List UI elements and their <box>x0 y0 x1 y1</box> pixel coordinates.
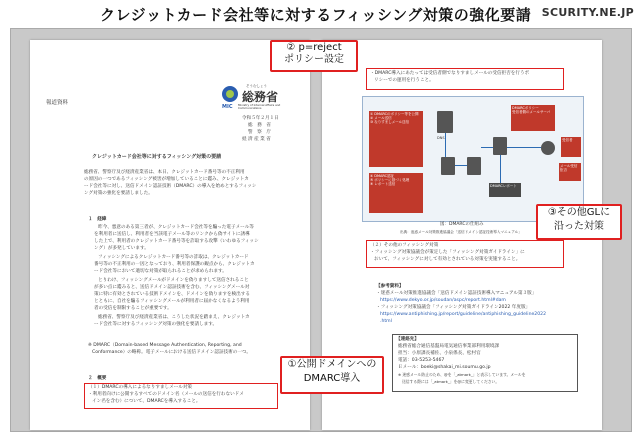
report-panel <box>489 183 521 197</box>
dns-label: DNS <box>437 136 445 140</box>
section1-line: 昨今、悪意のある第三者が、クレジットカード会社等を騙った電子メール等 <box>98 225 254 230</box>
section2-box-line: イン名を含む）について、DMARCを導入すること。 <box>92 399 201 404</box>
other-gl-callout <box>536 204 622 240</box>
recipient-icon <box>541 141 555 155</box>
logo-brand: MIC <box>222 104 233 110</box>
intro-line: ング対策の強化を要請しました。 <box>84 191 153 196</box>
reference-link[interactable]: https://www.antiphishing.jp/report/guideline/antiphishing_guideline2022 <box>380 312 546 317</box>
receiver-server-icon <box>493 137 507 155</box>
diagram-arrow <box>500 155 501 183</box>
other-measures-line: ・フィッシング対策協議会が策定した「フィッシング対策ガイドライン」に <box>370 250 525 255</box>
section2-box-line: （１）DMARCの導入によるなりすましメール対策 <box>88 385 193 390</box>
dmarc-callout <box>280 356 384 394</box>
contact-line: 送信する際には「_atmark_」を@に変更してください。 <box>402 379 500 384</box>
date-line: 令和５年２月１日 <box>242 116 279 121</box>
diagram-right-label: DMARCポリシー <box>512 106 539 110</box>
diagram-arrow <box>507 147 541 148</box>
reference-link[interactable]: https://www.dekyo.or.jp/soudan/aspc/report.html#dam <box>380 298 506 303</box>
section1-line: ード会社等に対するフィッシング対策の強化を要請します。 <box>94 322 218 327</box>
diagram-step-label: ④ DMARC認証 <box>370 174 395 178</box>
ministry-line: 経 済 産 業 省 <box>242 137 271 142</box>
reject-policy-line: リシーでの運用を行うこと。 <box>374 78 434 83</box>
diagram-arrow <box>455 165 467 166</box>
diagram-step-label: ① DMARCのポリシー等を公開 <box>370 112 419 116</box>
p-reject-callout <box>270 40 358 72</box>
section1-line: を利用者に送信し、利用者を当該電子メール等のリンクから偽サイトに誘導 <box>94 232 250 237</box>
contact-line: 担当：小原課長補佐、小泉係長、松村官 <box>398 351 481 356</box>
reference-line: ・フィッシング対策協議会「フィッシング対策ガイドライン2022 年度版」 <box>376 305 531 310</box>
section1-line: 総務省、警察庁及び経済産業省は、こうした状況を踏まえ、クレジットカ <box>98 315 250 320</box>
section1-line: とともに、自社を騙るフィッシングメールが利用者に届かなくなるよう利用 <box>94 299 250 304</box>
reject-panel <box>559 163 581 181</box>
callout-line: DMARC導入 <box>303 373 361 384</box>
callout-line: 沿った対策 <box>554 221 604 232</box>
diagram-arrow <box>445 133 446 157</box>
other-measures-line: （２）その他のフィッシング対策 <box>370 243 439 248</box>
recipient-panel <box>561 137 581 157</box>
page-title: クレジットカード会社等に対するフィッシング対策の強化要請 <box>100 6 532 24</box>
auth-panel <box>369 173 423 213</box>
section1-line: した上で、利用者のクレジットカード番号等を詐取する攻撃（いわゆるフィッシ <box>94 239 259 244</box>
logo-kana: そうむしょう <box>246 84 267 88</box>
diagram-step-label: ⑥ レポート送信 <box>370 182 396 186</box>
attacker-server-icon <box>467 157 481 175</box>
contact-line: Ｅメール：boeki@shakai_mi.soumu.go.jp <box>398 365 491 370</box>
diagram-right-label: 受信者側のメールサーバ <box>512 110 551 114</box>
sender-server-icon <box>441 157 455 175</box>
intro-line: の原因の一つであるフィッシング被害が増加していることに鑑み、クレジットカ <box>84 177 249 182</box>
section2-box-line: ・利用者向けに公開するすべてのドメイン名（メールの送信を行わないドメ <box>88 392 244 397</box>
contact-heading: 【連絡先】 <box>396 337 419 342</box>
section1-line: が多い点に鑑みると、送信ドメイン認証技術を含む、フィッシングメール対 <box>94 285 250 290</box>
diagram-caption: 図：DMARCの仕組み <box>440 222 484 227</box>
section1-line: フィッシングによるクレジットカード番号等の詐取は、クレジットカード <box>98 255 249 260</box>
contact-line: 電話：03-5253-5467 <box>398 358 445 363</box>
logo-subtitle: Ministry of Internal Affairs and Communications <box>238 103 281 110</box>
section1-line: とりわけ、フィッシングメールがドメインを偽りますして送信されること <box>98 278 249 283</box>
section2-heading: ２ 概要 <box>88 376 107 381</box>
callout-line: ② p=reject <box>286 42 342 53</box>
document-title: クレジットカード会社等に対するフィッシング対策の要請 <box>92 154 222 160</box>
section1-line: ング）が多発しています。 <box>94 246 149 251</box>
report-label: 報道資料 <box>46 100 69 106</box>
site-watermark: SCURITY.NE.JP <box>541 6 634 19</box>
diagram-right-label: メール受信拒否 <box>560 164 578 172</box>
mic-logo-icon <box>222 86 238 102</box>
contact-line: ※ 迷惑メール防止のため、@を「_atmark_」と表示しています。メールを <box>398 372 526 377</box>
intro-line: 総務省、警察庁及び経済産業省は、本日、クレジットカード番号等の不正利用 <box>84 170 245 175</box>
logo-org-name: 総務省 <box>242 90 279 104</box>
diagram-source: 出典：迷惑メール対策推進協議会「送信ドメイン認証技術導入マニュアル」 <box>400 230 522 234</box>
section1-line: 番号等の不正利用の一因となっており、利用者保護の観点から、クレジットカ <box>94 262 255 267</box>
contact-line: 総務省総合通信基盤局電気通信事業部利用環境課 <box>398 344 500 349</box>
diagram-arrow <box>481 147 493 148</box>
reference-link[interactable]: .html <box>380 319 392 324</box>
callout-line: ③その他GLに <box>547 207 611 218</box>
diagram-step-label: ⑤ ポリシーに基づく処理 <box>370 178 410 182</box>
header-bar <box>0 0 640 28</box>
dmarc-note: ※ DMARC（Domain-based Message Authentication, Reporting, and <box>88 343 242 348</box>
section1-line: ード会社等において適切な対策が取られることが求められます。 <box>94 269 227 274</box>
dns-server-icon <box>437 111 453 133</box>
section1-line: 策に特に有効とされている技術ドメインを、ドメインを偽りますを検出する <box>94 292 250 297</box>
ministry-line: 警 察 庁 <box>248 130 271 135</box>
intro-line: ード会社等に対し、送信ドメイン認証技術（DMARC）の導入を始めとするフィッシ <box>84 184 257 189</box>
callout-line: ポリシー設定 <box>284 54 344 65</box>
section1-heading: １ 経緯 <box>88 217 107 222</box>
diagram-step-label: ③ なりすましメール送信 <box>370 120 410 124</box>
references-heading: 【参考資料】 <box>376 284 404 289</box>
diagram-step-label: ② メール送信 <box>370 116 392 120</box>
sender-panel <box>369 111 423 167</box>
reference-line: ・迷惑メール対策推進協議会「送信ドメイン認証技術導入マニュアル第３版」 <box>376 291 537 296</box>
policy-panel <box>511 105 555 131</box>
diagram-right-label: 受信者 <box>562 138 573 142</box>
callout-line: ①公開ドメインへの <box>287 359 377 370</box>
ministry-line: 総 務 省 <box>248 123 271 128</box>
section1-line: 者の受信を制限することが重要です。 <box>94 306 172 311</box>
diagram-report-label: DMARCレポート <box>490 184 517 188</box>
other-measures-line: おいて、フィッシングに対して有効とされている対策を実施すること。 <box>374 257 521 262</box>
reject-policy-line: ・DMARC導入にあたっては受信者側でなりすましメールの受信拒否を行うポ <box>370 71 530 76</box>
dmarc-note: Conformance）の略称。電子メールにおける送信ドメイン認証技術の一つ。 <box>92 350 251 355</box>
